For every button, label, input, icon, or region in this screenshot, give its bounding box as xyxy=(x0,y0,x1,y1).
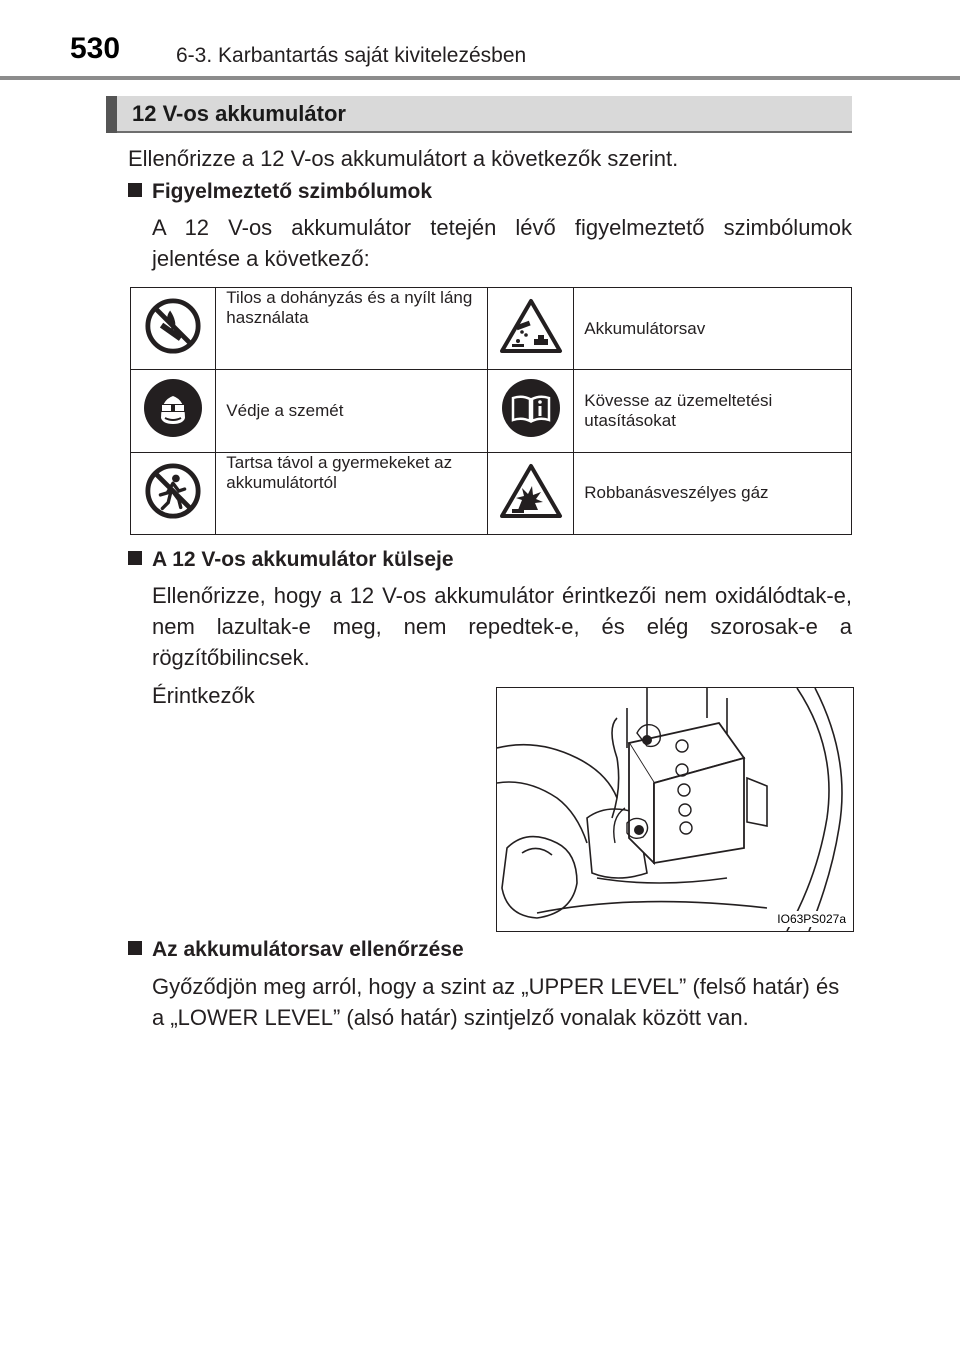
exterior-paragraph: Ellenőrizze, hogy a 12 V-os akkumulátor érintkezői nem oxidálódtak-e, nem lazultak-e meg, nem repedtek-e, és elég szorosak-e a rögzítőbilincsek. xyxy=(152,583,852,670)
engine-bay-illustration xyxy=(497,688,853,931)
table-row xyxy=(131,370,852,452)
table-row xyxy=(131,288,852,370)
section-title-bar xyxy=(106,96,852,133)
page-number: 530 xyxy=(70,32,121,65)
table-row xyxy=(131,452,852,534)
symbol-cell xyxy=(131,288,216,370)
battery-acid-icon xyxy=(498,297,564,355)
section-title: 12 V-os akkumulátor xyxy=(132,101,346,126)
warning-symbols-paragraph: A 12 V-os akkumulátor tetején lévő figyelmeztető szimbólumok jelentése a következő: xyxy=(152,215,852,271)
subheading-text: Az akkumulátorsav ellenőrzése xyxy=(152,938,464,961)
explosive-gas-icon xyxy=(498,462,564,520)
intro-paragraph: Ellenőrizze a 12 V-os akkumulátort a következők szerint. xyxy=(128,146,679,171)
eye-protection-icon xyxy=(143,378,203,438)
battery-illustration xyxy=(496,687,854,932)
symbol-cell xyxy=(131,370,216,452)
warning-symbols-table xyxy=(130,287,852,535)
keep-children-away-icon xyxy=(144,462,202,520)
page-header xyxy=(0,0,960,80)
symbol-label: Tilos a dohányzás és a nyílt láng használata xyxy=(216,288,488,370)
symbol-label: Kövesse az üzemeltetési utasításokat xyxy=(574,370,852,452)
subheading-text: A 12 V-os akkumulátor külseje xyxy=(152,548,454,571)
subheading-fluid xyxy=(128,938,464,962)
symbol-label: Védje a szemét xyxy=(216,370,488,452)
fluid-paragraph: Győződjön meg arról, hogy a szint az „UPPER LEVEL” (felső határ) és a „LOWER LEVEL” (alsó határ) szintjelző vonalak között van. xyxy=(152,974,840,1030)
symbol-cell xyxy=(488,370,574,452)
bullet-square-icon xyxy=(128,551,142,565)
chapter-title: 6-3. Karbantartás saját kivitelezésben xyxy=(176,44,527,67)
header-rule xyxy=(0,76,960,80)
symbol-cell xyxy=(488,452,574,534)
terminals-callout: Érintkezők xyxy=(152,683,255,708)
instruction-manual-icon xyxy=(501,378,561,438)
subheading-warning-symbols xyxy=(128,180,432,204)
bullet-square-icon xyxy=(128,183,142,197)
symbol-label: Tartsa távol a gyermekeket az akkumulátortól xyxy=(216,452,488,534)
symbol-cell xyxy=(488,288,574,370)
image-code-label: IO63PS027a xyxy=(774,911,849,927)
no-smoking-icon xyxy=(144,297,202,355)
subheading-exterior xyxy=(128,548,454,572)
symbol-label: Akkumulátorsav xyxy=(574,288,852,370)
symbol-cell xyxy=(131,452,216,534)
subheading-text: Figyelmeztető szimbólumok xyxy=(152,180,433,203)
bullet-square-icon xyxy=(128,941,142,955)
section-bar-accent xyxy=(106,96,117,133)
symbol-label: Robbanásveszélyes gáz xyxy=(574,452,852,534)
